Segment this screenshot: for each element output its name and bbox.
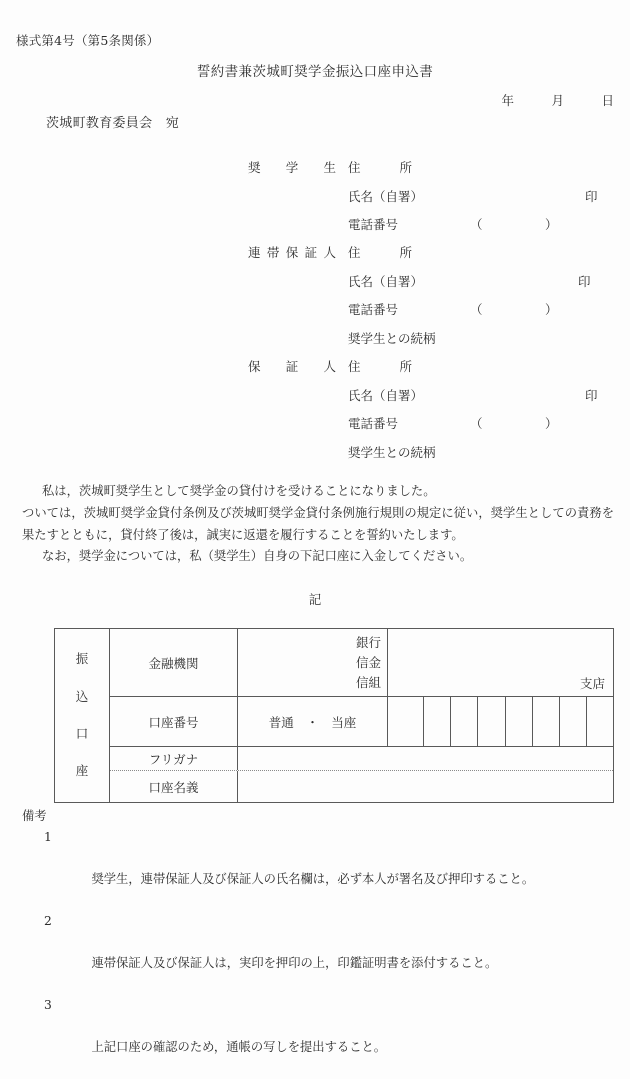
seal-mark: 印 [578,273,591,289]
party-label-joint-guarantor: 連帯保証人 [248,245,336,260]
document-title: 誓約書兼茨城町奨学金振込口座申込書 [196,64,434,80]
party-row [248,272,591,301]
field-label-telephone: 電話番号 [348,217,399,233]
table-row-financial-institution [110,629,613,697]
table-row-account-number [110,697,613,747]
seal-mark: 印 [585,387,598,403]
note-number: 3 [44,998,52,1012]
party-block-joint-guarantor [248,243,591,357]
telephone-parentheses: （ ） [470,302,558,318]
note-number: 1 [44,830,52,844]
party-row [248,414,558,443]
party-row [248,357,412,386]
table-rows [110,629,613,802]
addressee: 茨城町教育委員会 宛 [46,116,180,131]
vertical-label-char: 座 [75,763,89,779]
field-label-name: 氏名（自署） [348,188,424,204]
account-number-digit-grid [388,697,613,746]
field-label-address: 住 所 [348,359,412,374]
row-body-furigana [238,747,613,770]
row-key-financial-institution: 金融機関 [110,629,238,696]
party-row [248,158,412,187]
vertical-label-char: 込 [75,688,89,704]
vertical-label-char: 口 [75,725,89,741]
form-number: 様式第4号（第5条関係） [16,33,160,48]
field-label-name: 氏名（自署） [348,387,424,403]
party-row [248,243,412,272]
party-label-guarantor: 保証人 [248,359,336,374]
seal-mark: 印 [585,188,598,204]
row-key-account-holder: 口座名義 [110,771,238,802]
branch-suffix-label: 支店 [579,676,605,691]
body-paragraph-1: 私は，茨城町奨学生として奨学金の貸付けを受けることになりました。 [42,484,436,498]
institution-kind-list [238,629,388,696]
party-label-student: 奨学生 [248,160,336,175]
bank-account-table [54,628,614,803]
institution-kind-shinkin: 信金 [355,654,381,670]
account-digit-cell[interactable] [478,697,505,746]
field-label-relationship: 奨学生との続柄 [348,444,436,460]
telephone-parentheses: （ ） [470,416,558,432]
field-label-telephone: 電話番号 [348,302,399,318]
notes-title: 備考 [22,809,47,823]
furigana-input-area[interactable] [238,747,613,770]
account-digit-cell[interactable] [506,697,533,746]
table-vertical-label [55,629,110,802]
party-row [248,329,436,358]
note-text: 連帯保証人及び保証人は，実印を押印の上，印鑑証明書を添付すること。 [91,956,498,970]
row-body-account-holder [238,771,613,802]
account-digit-cell[interactable] [424,697,451,746]
account-digit-cell[interactable] [533,697,560,746]
party-row [248,443,436,472]
note-item [22,827,534,911]
note-item [22,911,534,995]
note-number: 2 [44,914,52,928]
account-type-options[interactable]: 普通 ・ 当座 [238,697,388,746]
account-holder-input-area[interactable] [238,771,613,802]
party-row [248,215,558,244]
date-line: 年 月 日 [501,93,614,108]
party-block-guarantor [248,357,598,471]
note-item [22,995,534,1079]
note-text: 上記口座の確認のため，通帳の写しを提出すること。 [91,1040,387,1054]
row-key-furigana: フリガナ [110,747,238,770]
field-label-telephone: 電話番号 [348,416,399,432]
telephone-parentheses: （ ） [470,217,558,233]
body-paragraph-3: なお，奨学金については，私（奨学生）自身の下記口座に入金してください。 [42,549,473,563]
account-digit-cell[interactable] [587,697,613,746]
institution-kind-bank: 銀行 [355,634,381,650]
account-digit-cell[interactable] [451,697,478,746]
note-text: 奨学生，連帯保証人及び保証人の氏名欄は，必ず本人が署名及び押印すること。 [91,872,535,886]
row-body-financial-institution [238,629,613,696]
body-paragraph-2: ついては，茨城町奨学金貸付条例及び茨城町奨学金貸付条例施行規則の規定に従い，奨学生としての責務を果たすとともに，貸付終了後は，誠実に返還を履行することを誓約いたします。 [22,506,614,542]
table-row-furigana [110,747,613,771]
field-label-address: 住 所 [348,160,412,175]
table-row-account-holder [110,771,613,802]
field-label-address: 住 所 [348,245,412,260]
field-label-name: 氏名（自署） [348,273,424,289]
party-row [248,187,598,216]
field-label-relationship: 奨学生との続柄 [348,330,436,346]
branch-name-input-area[interactable] [388,629,613,696]
vertical-label-char: 振 [75,651,89,667]
institution-kind-shinkumi: 信組 [355,674,381,690]
row-body-account-number [238,697,613,746]
row-key-account-number: 口座番号 [110,697,238,746]
notes-section [22,806,534,1079]
account-digit-cell[interactable] [388,697,424,746]
ki-marker: 記 [308,592,322,607]
party-row [248,300,558,329]
party-row [248,386,598,415]
party-block-student [248,158,598,244]
account-digit-cell[interactable] [560,697,587,746]
